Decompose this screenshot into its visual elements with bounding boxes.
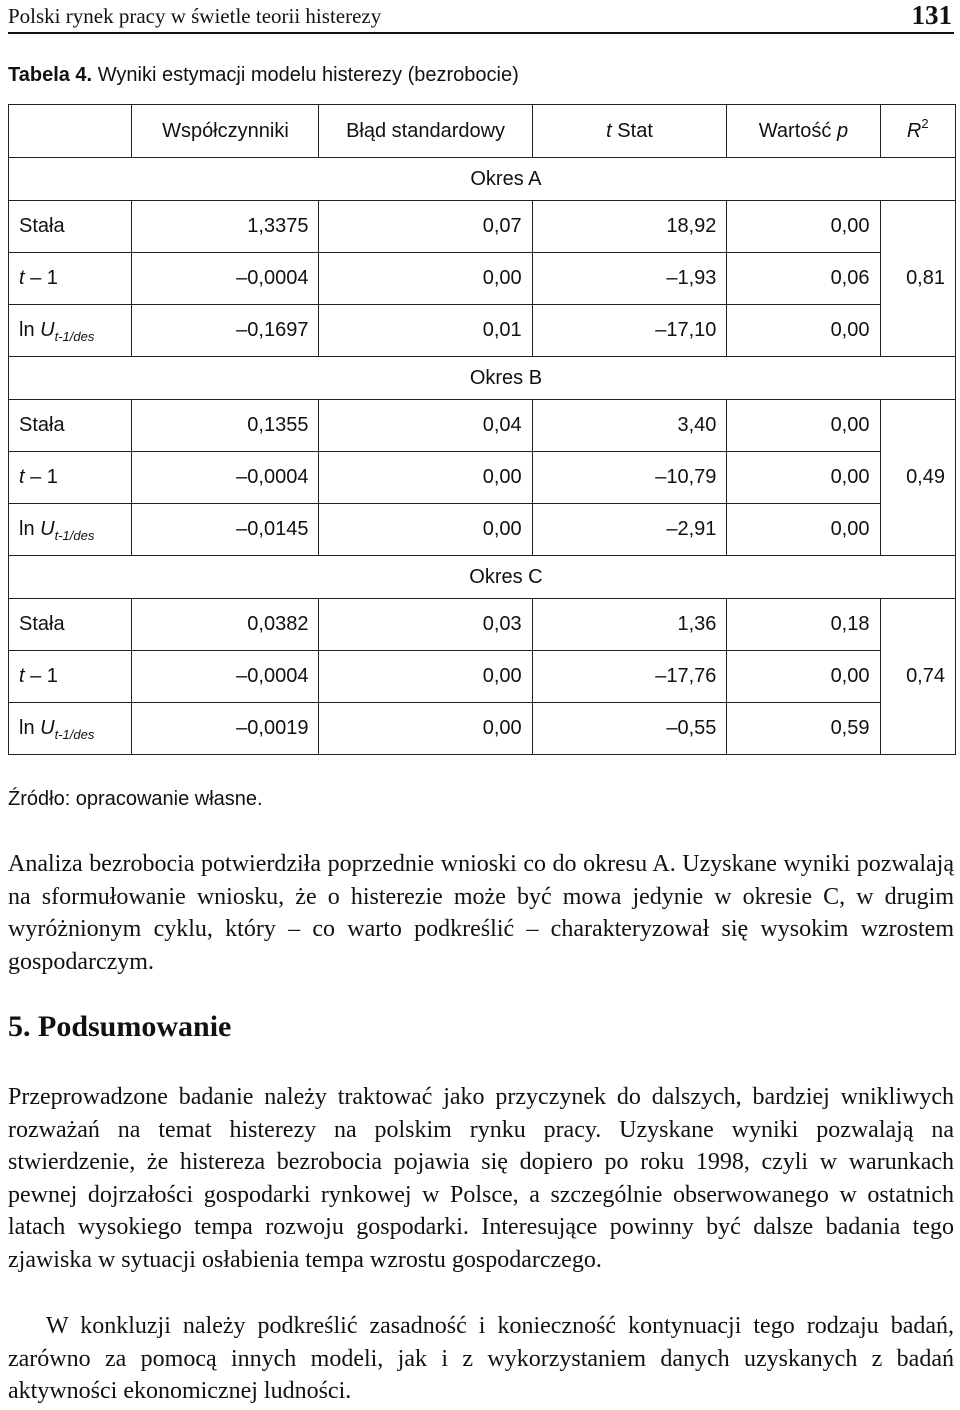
- cell-tstat: –17,76: [532, 651, 727, 703]
- paragraph-summary: Przeprowadzone badanie należy traktować jako przyczynek do dalszych, bardziej wnikliwych rozważań na temat histerezy na polskim rynku pracy. Uzyskane wyniki pozwalają na stwierdzenie, że histereza bezrobocia pojawia się dopiero po roku 1998, czyli w warunkach pewnej dojrzałości gospodarki rynkowej w Polsce, a szczególnie obserwowanego w ostatnich latach wysokiego tempa rozwoju gospodarki. Interesujące powinny być dalsze badania tego zjawiska w sytuacji osłabienia tempa wzrostu gospodarczego.: [8, 1084, 954, 1273]
- header-se: Błąd standardowy: [319, 105, 532, 158]
- cell-se: 0,00: [319, 253, 532, 305]
- cell-pvalue: 0,00: [727, 452, 880, 504]
- cell-pvalue: 0,00: [727, 504, 880, 556]
- cell-se: 0,04: [319, 400, 532, 452]
- cell-tstat: –1,93: [532, 253, 727, 305]
- cell-coef: –0,0145: [132, 504, 319, 556]
- row-label-const: Stała: [9, 599, 132, 651]
- row-label-t-minus-1: t – 1: [9, 253, 132, 305]
- cell-coef: –0,0004: [132, 452, 319, 504]
- cell-tstat: –0,55: [532, 703, 727, 755]
- table-row: [9, 703, 956, 755]
- cell-pvalue: 0,00: [727, 201, 880, 253]
- table-row: [9, 504, 956, 556]
- row-label-ln-u: $\ln U_{t-1/des}$: [9, 305, 132, 357]
- table-row: [9, 253, 956, 305]
- cell-coef: –0,0019: [132, 703, 319, 755]
- cell-coef: –0,0004: [132, 651, 319, 703]
- cell-pvalue: 0,06: [727, 253, 880, 305]
- cell-se: 0,07: [319, 201, 532, 253]
- cell-tstat: –2,91: [532, 504, 727, 556]
- table-source: Źródło: opracowanie własne.: [8, 788, 263, 810]
- table-caption-text: Wyniki estymacji modelu histerezy (bezrobocie): [97, 64, 519, 86]
- row-label-const: Stała: [9, 201, 132, 253]
- cell-r2: 0,81: [880, 201, 956, 357]
- cell-r2: 0,49: [880, 400, 956, 556]
- table-row: [9, 305, 956, 357]
- row-label-t-minus-1: t – 1: [9, 452, 132, 504]
- cell-tstat: 1,36: [532, 599, 727, 651]
- period-row: [9, 357, 956, 400]
- page-number: 131: [911, 0, 952, 30]
- cell-se: 0,00: [319, 452, 532, 504]
- cell-pvalue: 0,00: [727, 651, 880, 703]
- table-row: [9, 452, 956, 504]
- table-row: [9, 201, 956, 253]
- cell-coef: –0,0004: [132, 253, 319, 305]
- paragraph-conclusion: W konkluzji należy podkreślić zasadność i konieczność kontynuacji tego rodzaju badań, zarówno za pomocą innych modeli, jak i z wykorzystaniem danych uzyskanych z badań aktywności ekonomicznej ludności.: [8, 1313, 954, 1404]
- period-title: Okres C: [132, 556, 880, 599]
- cell-tstat: 18,92: [532, 201, 727, 253]
- section-heading: 5. Podsumowanie: [8, 1010, 232, 1043]
- table-caption: [8, 64, 519, 87]
- cell-se: 0,03: [319, 599, 532, 651]
- header-tstat: t Stat: [532, 105, 727, 158]
- cell-se: 0,01: [319, 305, 532, 357]
- row-label-t-minus-1: t – 1: [9, 651, 132, 703]
- table-caption-label: Tabela 4.: [8, 64, 93, 86]
- cell-r2: 0,74: [880, 599, 956, 755]
- cell-pvalue: 0,59: [727, 703, 880, 755]
- period-title: Okres A: [132, 158, 880, 201]
- cell-pvalue: 0,00: [727, 400, 880, 452]
- header-empty-cell: [9, 105, 132, 158]
- paragraph-analysis: Analiza bezrobocia potwierdziła poprzednie wnioski co do okresu A. Uzyskane wyniki pozwalają na sformułowanie wniosku, że o histerezie może być mowa jedynie w okresie C, w drugim wyróżnionym cyklu, który – co warto podkreślić – charakteryzował się wysokim wzrostem gospodarczym.: [8, 851, 954, 975]
- cell-se: 0,00: [319, 703, 532, 755]
- table-row: [9, 400, 956, 452]
- running-title: Polski rynek pracy w świetle teorii histerezy: [8, 4, 382, 28]
- period-title: Okres B: [132, 357, 880, 400]
- cell-coef: 0,0382: [132, 599, 319, 651]
- cell-pvalue: 0,00: [727, 305, 880, 357]
- row-label-ln-u: $\ln U_{t-1/des}$: [9, 703, 132, 755]
- cell-pvalue: 0,18: [727, 599, 880, 651]
- cell-tstat: 3,40: [532, 400, 727, 452]
- table-row: [9, 599, 956, 651]
- cell-tstat: –10,79: [532, 452, 727, 504]
- cell-tstat: –17,10: [532, 305, 727, 357]
- cell-coef: –0,1697: [132, 305, 319, 357]
- table-row: [9, 651, 956, 703]
- cell-se: 0,00: [319, 651, 532, 703]
- cell-se: 0,00: [319, 504, 532, 556]
- running-header: [8, 2, 954, 34]
- header-pvalue: Wartość p: [727, 105, 880, 158]
- cell-coef: 1,3375: [132, 201, 319, 253]
- header-coef: Współczynniki: [132, 105, 319, 158]
- cell-coef: 0,1355: [132, 400, 319, 452]
- period-row: [9, 556, 956, 599]
- row-label-const: Stała: [9, 400, 132, 452]
- results-table: [8, 104, 956, 755]
- row-label-ln-u: $\ln U_{t-1/des}$: [9, 504, 132, 556]
- period-row: [9, 158, 956, 201]
- table-body: [9, 158, 956, 755]
- header-r2: $R^2$: [880, 105, 956, 158]
- table-header-row: [9, 105, 956, 158]
